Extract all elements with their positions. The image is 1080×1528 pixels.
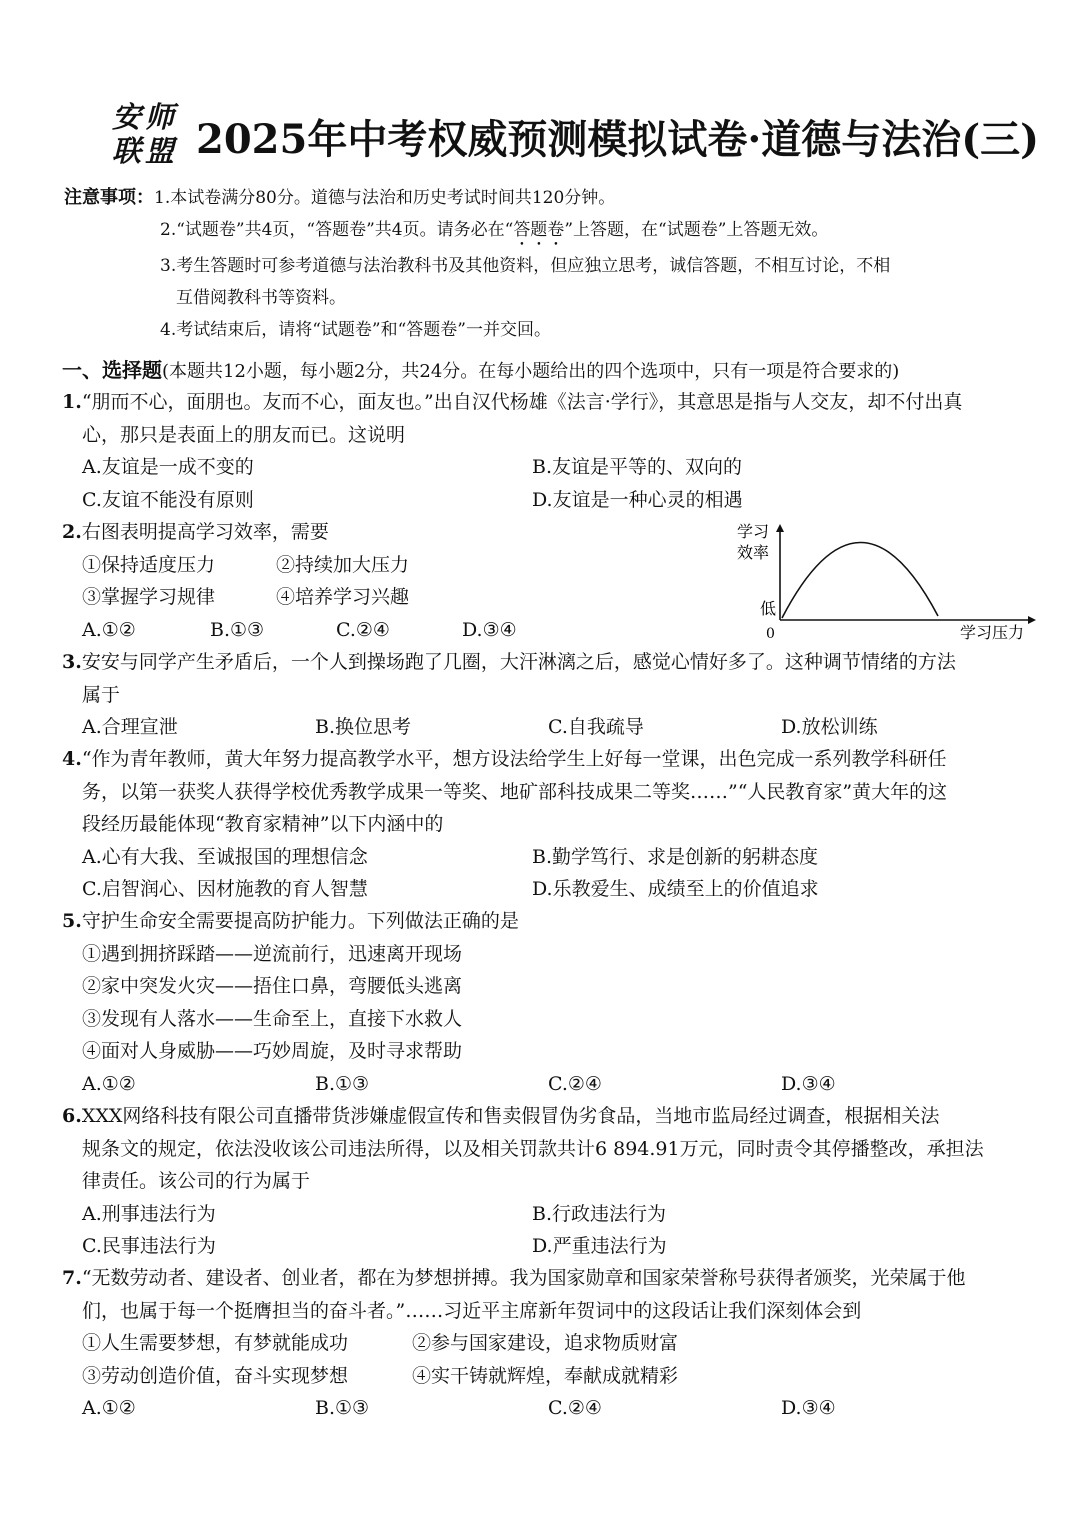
q7-stem: “无数劳动者、建设者、创业者，都在为梦想拼搏。我为国家勋章和国家荣誉称号获得者颁奖，光荣属于他 [81,1267,966,1289]
q1-stem: “朋而不心，面朋也。友而不心，面友也。”出自汉代杨雄《法言·学行》，其意思是指与人交友，却不付出真 [81,391,963,413]
q5-statement-1: ①遇到拥挤踩踏——逆流前行，迅速离开现场 [82,942,463,965]
q6-option-d[interactable]: D.严重违法行为 [532,1235,667,1257]
q4-option-c[interactable]: C.启智润心、因材施教的育人智慧 [82,878,368,900]
y-label-2: 效率 [737,543,770,562]
q5-statement-4: ④面对人身威胁——巧妙周旋，及时寻求帮助 [82,1040,463,1062]
q5-option-c[interactable]: C.②④ [548,1072,602,1095]
note-2-emphasis: 答题卷 [513,220,565,240]
note-3: 3.考生答题时可参考道德与法治教科书及其他资料，但应独立思考，诚信答题，不相互讨论，不相 [160,256,891,276]
q4-stem: “作为青年教师，黄大年努力提高教学水平，想方设法给学生上好每一堂课，出色完成一系列教学科研任 [81,748,947,770]
q7-statement-2: ②参与国家建设，追求物质财富 [412,1332,679,1354]
x-label: 学习压力 [960,623,1025,642]
stress-efficiency-graph [730,520,1050,650]
q7-option-b[interactable]: B.①③ [315,1397,370,1419]
q2-option-d[interactable]: D.③④ [462,618,517,641]
q5-option-d[interactable]: D.③④ [781,1072,836,1095]
q7-statement-3: ③劳动创造价值，奋斗实现梦想 [82,1364,349,1387]
logo-line-1: 安师 [111,100,178,134]
q3-option-b[interactable]: B.换位思考 [315,716,412,738]
q2-statement-1: ①保持适度压力 [82,553,216,576]
q4-num: 4. [62,748,82,770]
q7-stem-cont: 们，也属于每一个挺膺担当的奋斗者。”……习近平主席新年贺词中的这段话让我们深刻体会到 [82,1299,862,1322]
question-5 [62,905,1042,1100]
q6-option-c[interactable]: C.民事违法行为 [82,1235,216,1257]
question-3 [62,646,1042,744]
q5-statement-3: ③发现有人落水——生命至上，直接下水救人 [82,1007,463,1030]
y-label-1: 学习 [737,522,770,541]
q1-option-d[interactable]: D.友谊是一种心灵的相遇 [532,488,743,511]
origin-label: 0 [766,626,775,642]
q2-option-b[interactable]: B.①③ [210,618,265,641]
q6-stem-cont-2: 律责任。该公司的行为属于 [82,1170,311,1192]
section-desc: (本题共12小题，每小题2分，共24分。在每小题给出的四个选项中，只有一项是符合要求的) [162,361,900,382]
y-axis-arrow [776,524,784,532]
question-6 [62,1100,1042,1263]
section-label: 一、选择题 [62,358,162,382]
q7-num: 7. [62,1267,82,1289]
q5-option-a[interactable]: A.①② [82,1072,136,1095]
q4-stem-cont-1: 务，以第一获奖人获得学校优秀教学成果一等奖、地矿部科技成果二等奖……”“人民教育家”黄大年的这 [82,780,948,803]
q4-option-b[interactable]: B.勤学笃行、求是创新的躬耕态度 [532,845,819,868]
q5-option-b[interactable]: B.①③ [315,1072,370,1095]
q5-statement-2: ②家中突发火灾——捂住口鼻，弯腰低头逃离 [82,975,463,997]
q6-stem-cont-1: 规条文的规定，依法没收该公司违法所得，以及相关罚款共计6 894.91万元，同时责令其停播整改，承担法 [82,1137,984,1160]
exam-title: 2025年中考权威预测模拟试卷·道德与法治(三) [196,116,1040,163]
logo-line-2: 联盟 [111,134,178,168]
q6-option-b[interactable]: B.行政违法行为 [532,1202,667,1225]
q3-option-a[interactable]: A.合理宣泄 [82,716,178,738]
question-4 [62,743,1042,906]
q1-stem-cont: 心，那只是表面上的朋友而已。这说明 [82,423,406,446]
q2-statement-3: ③掌握学习规律 [82,586,216,608]
q4-option-d[interactable]: D.乐教爱生、成绩至上的价值追求 [532,878,819,900]
q1-option-b[interactable]: B.友谊是平等的、双向的 [532,456,743,478]
question-1 [62,386,1042,516]
note-4: 4.考试结束后，请将“试题卷”和“答题卷”一并交回。 [160,320,551,340]
q2-statement-4: ④培养学习兴趣 [276,586,410,608]
efficiency-curve [782,542,938,618]
q7-statement-1: ①人生需要梦想，有梦就能成功 [82,1332,349,1354]
q2-option-a[interactable]: A.①② [82,618,136,641]
x-axis-arrow [1028,616,1036,624]
q2-statement-2: ②持续加大压力 [276,553,410,576]
note-3-cont: 互借阅教科书等资料。 [176,288,346,308]
q4-option-a[interactable]: A.心有大我、至诚报国的理想信念 [82,845,368,868]
question-7 [62,1262,1042,1425]
exam-notes [64,182,1044,346]
notes-label: 注意事项： [64,187,154,208]
q7-option-d[interactable]: D.③④ [781,1397,836,1419]
q1-num: 1. [62,391,82,413]
q5-num: 5. [62,910,82,932]
q2-option-c[interactable]: C.②④ [336,618,390,641]
note-2: 2.“试题卷”共4页，“答题卷”共4页。请务必在“答题卷”上答题，在“试题卷”上答题无效。 [160,220,829,240]
q7-option-c[interactable]: C.②④ [548,1397,602,1419]
q2-num: 2. [62,521,82,543]
q5-stem: 守护生命安全需要提高防护能力。下列做法正确的是 [81,910,519,932]
q4-stem-cont-2: 段经历最能体现“教育家精神”以下内涵中的 [82,813,444,835]
q3-num: 3. [62,651,82,673]
q1-option-c[interactable]: C.友谊不能没有原则 [82,488,254,511]
q7-statement-4: ④实干铸就辉煌，奉献成就精彩 [412,1364,679,1387]
q3-stem: 安安与同学产生矛盾后，一个人到操场跑了几圈，大汗淋漓之后，感觉心情好多了。这种调节情绪的方法 [81,651,956,673]
low-label: 低 [760,599,777,618]
q3-option-d[interactable]: D.放松训练 [781,716,878,738]
q6-stem: XXX网络科技有限公司直播带货涉嫌虚假宣传和售卖假冒伪劣食品，当地市监局经过调查，根据相关法 [81,1105,940,1127]
publisher-logo [102,100,188,168]
q1-option-a[interactable]: A.友谊是一成不变的 [82,456,254,478]
q7-option-a[interactable]: A.①② [82,1397,136,1419]
q6-option-a[interactable]: A.刑事违法行为 [82,1202,216,1225]
section-heading [62,354,899,383]
q2-stem: 右图表明提高学习效率，需要 [81,521,329,543]
note-1: 1.本试卷满分80分。道德与法治和历史考试时间共120分钟。 [154,188,616,208]
q3-stem-cont: 属于 [82,683,121,706]
q3-option-c[interactable]: C.自我疏导 [548,716,644,738]
q6-num: 6. [62,1105,82,1127]
